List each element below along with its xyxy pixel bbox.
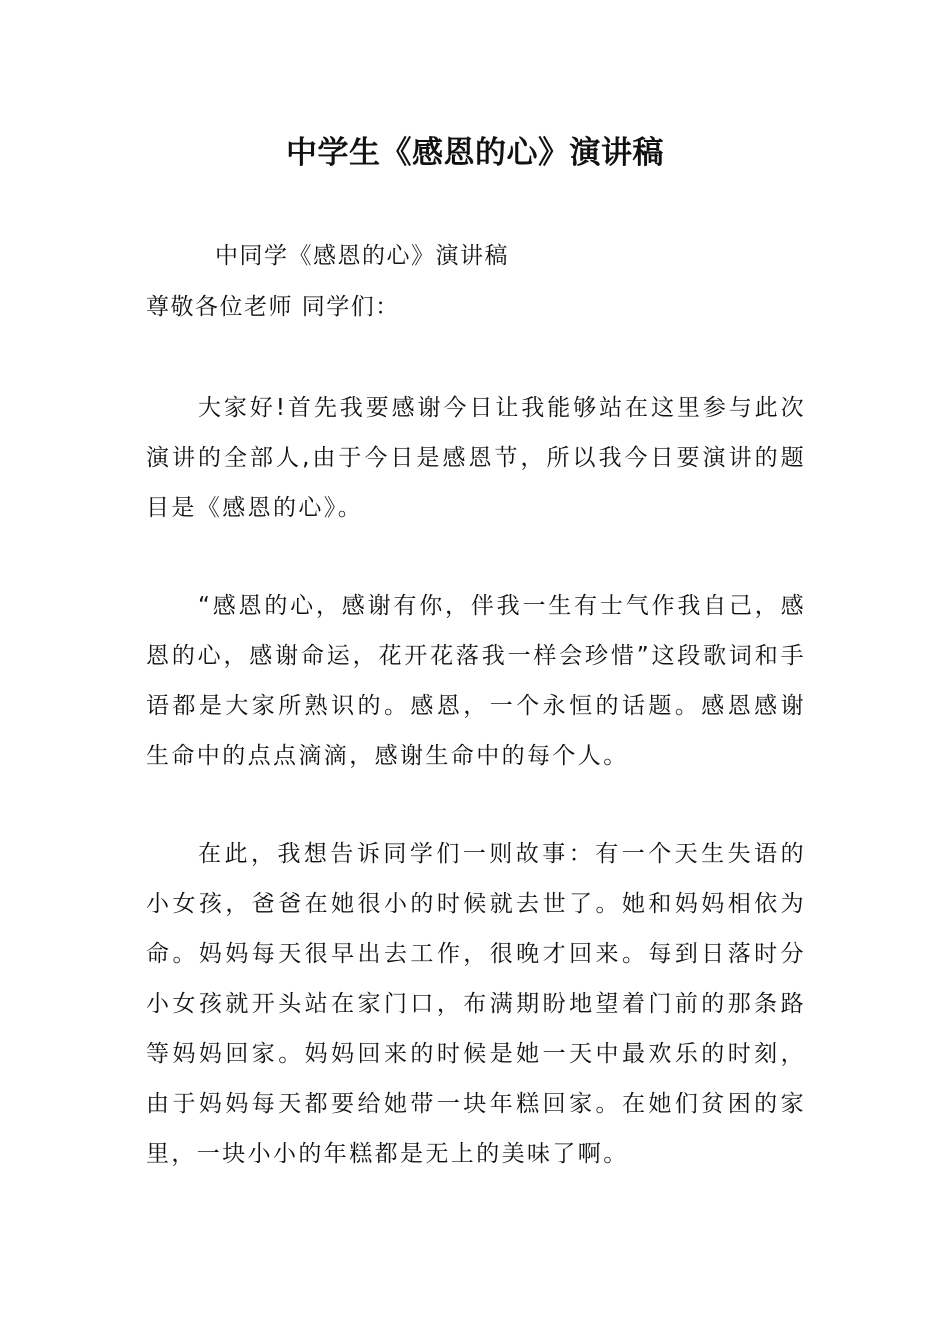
document-subtitle: 中同学《感恩的心》演讲稿 bbox=[215, 243, 509, 269]
paragraph-lyrics: “感恩的心，感谢有你，伴我一生有士气作我自己，感恩的心，感谢命运，花开花落我一样会珍惜”这段歌词和手语都是大家所熟识的。感恩，一个永恒的话题。感恩感谢生命中的点点滴滴，感谢生命中的每个人。 bbox=[146, 593, 806, 769]
document-title: 中学生《感恩的心》演讲稿 bbox=[286, 135, 664, 171]
paragraph-intro: 大家好!首先我要感谢今日让我能够站在这里参与此次演讲的全部人,由于今日是感恩节，所以我今日要演讲的题目是《感恩的心》。 bbox=[146, 395, 806, 521]
paragraph-story: 在此，我想告诉同学们一则故事：有一个天生失语的小女孩，爸爸在她很小的时候就去世了。她和妈妈相依为命。妈妈每天很早出去工作，很晚才回来。每到日落时分小女孩就开头站在家门口，布满期盼地望着门前的那条路等妈妈回家。妈妈回来的时候是她一天中最欢乐的时刻，由于妈妈每天都要给她带一块年糕回家。在她们贫困的家里，一块小小的年糕都是无上的美味了啊。 bbox=[146, 841, 806, 1167]
greeting-line: 尊敬各位老师 同学们： bbox=[146, 294, 400, 320]
